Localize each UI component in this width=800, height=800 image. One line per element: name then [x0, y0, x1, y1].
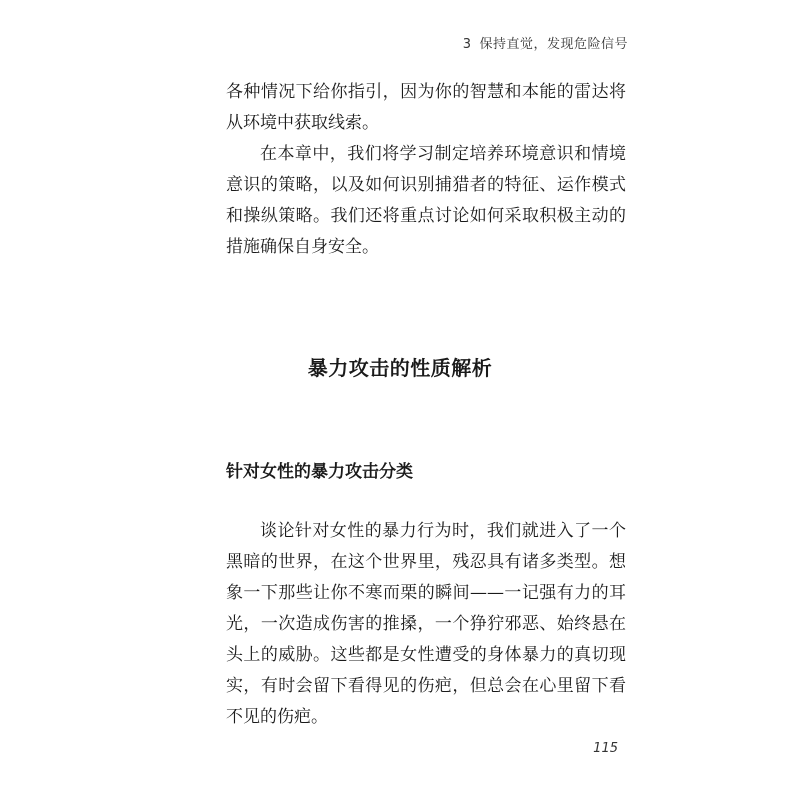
subsection-heading: 针对女性的暴力攻击分类 [226, 462, 413, 482]
running-header [463, 33, 628, 52]
page-number: 115 [593, 741, 618, 756]
chapter-number: 3 [462, 37, 472, 52]
paragraph-violence-types: 谈论针对女性的暴力行为时，我们就进入了一个黑暗的世界，在这个世界里，残忍具有诸多类型。想象一下那些让你不寒而栗的瞬间——一记强有力的耳光，一次造成伤害的推搡，一个狰狞邪恶、始终悬在头上的威胁。这些都是女性遭受的身体暴力的真切现实，有时会留下看得见的伤疤，但总会在心里留下看不见的伤疤。 [226, 521, 626, 727]
chapter-title: 保持直觉，发现危险信号 [479, 37, 628, 52]
body-text-top [226, 77, 626, 263]
paragraph-chapter-intro: 在本章中，我们将学习制定培养环境意识和情境意识的策略，以及如何识别捕猎者的特征、运作模式和操纵策略。我们还将重点讨论如何采取积极主动的措施确保自身安全。 [226, 144, 626, 257]
section-heading: 暴力攻击的性质解析 [307, 356, 493, 380]
paragraph-continued: 各种情况下给你指引，因为你的智慧和本能的雷达将从环境中获取线索。 [226, 82, 626, 133]
body-text-bottom [226, 516, 626, 733]
